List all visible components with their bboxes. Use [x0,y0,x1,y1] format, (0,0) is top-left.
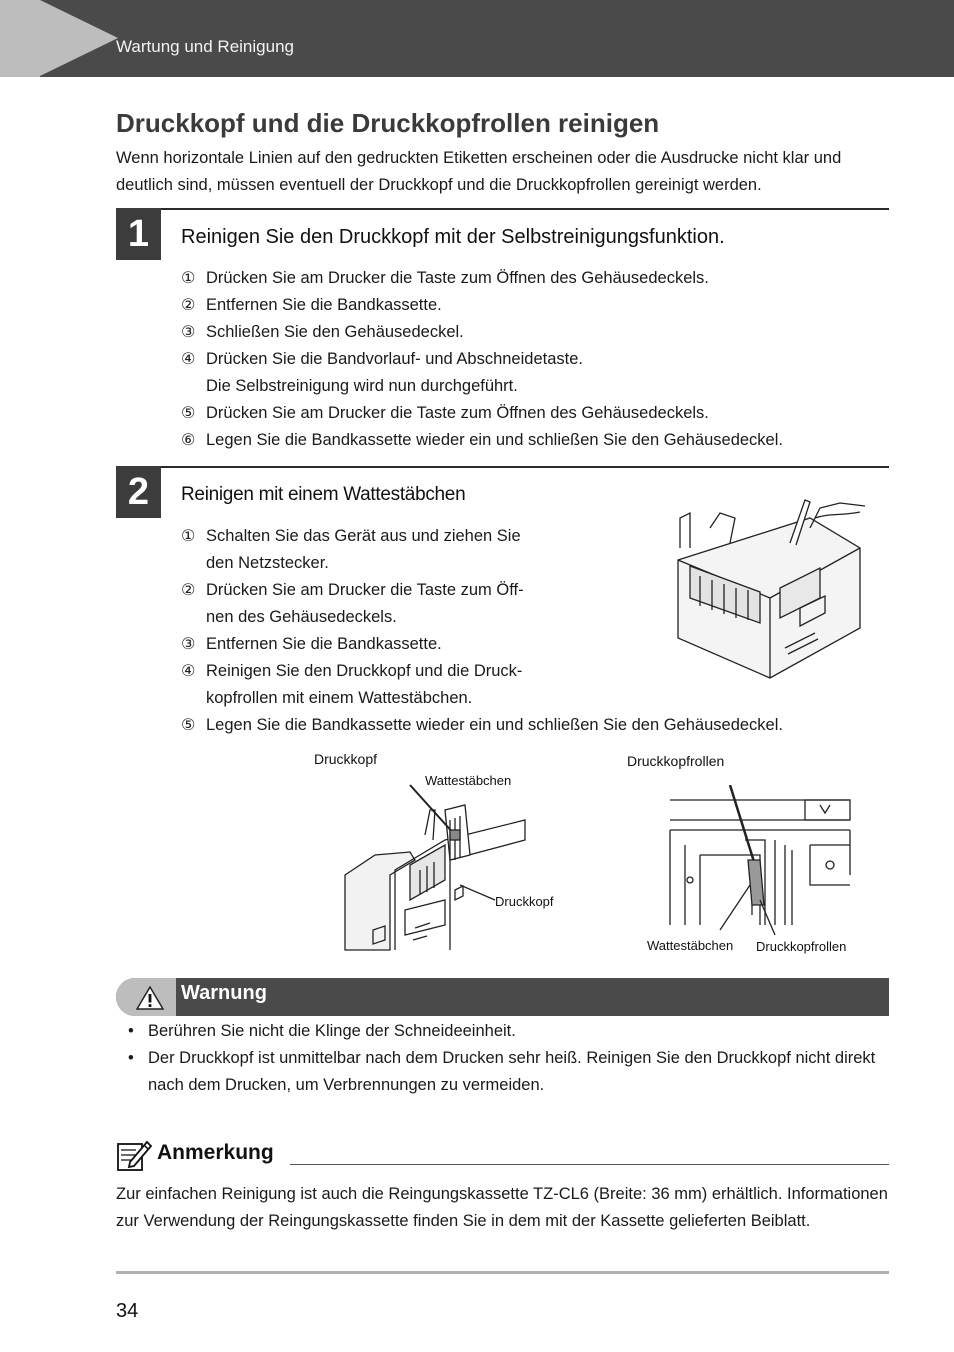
header-tab [0,0,40,77]
note-rule [290,1164,889,1165]
list-text: Legen Sie die Bandkassette wieder ein und schließen Sie den Gehäusedeckel. [206,431,783,449]
intro-text: Wenn horizontale Linien auf den gedruckten Etiketten erscheinen oder die Ausdrucke nicht klar und deutlich sind, müssen eventuell der Druckkopf und die Druckkopfrollen gereinigt werden. [116,149,842,194]
list-text: Drücken Sie die Bandvorlauf- und Abschneidetaste. [206,350,583,368]
list-item [181,265,881,292]
list-marker: ④ [181,663,196,680]
step-1-number: 1 [116,208,161,260]
list-marker: ③ [181,324,196,341]
list-item [181,319,881,346]
note-text: Zur einfachen Reinigung ist auch die Reingungskassette TZ-CL6 (Breite: 36 mm) erhältlich. Informationen zur Verwendung der Reingungskassette finden Sie in dem mit der Kassette gelieferten Beiblatt. [116,1185,888,1230]
printhead-detail-illustration [335,780,535,955]
step-2-rule [116,466,889,468]
list-item [181,400,881,427]
section-title: Wartung und Reinigung [116,37,294,56]
step-1-heading: Reinigen Sie den Druckkopf mit der Selbstreinigungsfunktion. [181,226,725,248]
list-item [181,427,881,454]
list-marker: ② [181,297,196,314]
header-tab-arrow [40,0,118,76]
note-pencil-icon [116,1138,152,1172]
step-1-rule [116,208,889,210]
page-number: 34 [116,1300,139,1322]
list-marker: ④ [181,351,196,368]
printer-illustration [660,488,870,684]
step-2-number: 2 [116,466,161,518]
figure-right-rollers-label: Druckkopfrollen [756,939,847,954]
warning-list [126,1018,896,1099]
list-text: den Netzstecker. [206,554,329,572]
list-text: Entfernen Sie die Bandkassette. [206,635,442,653]
list-item: • Berühren Sie nicht die Klinge der Schneideeinheit. [126,1018,896,1045]
list-text: kopfrollen mit einem Wattestäbchen. [206,689,473,707]
list-item [181,292,881,319]
list-marker: ② [181,582,196,599]
note-title: Anmerkung [157,1141,274,1164]
list-text: Drücken Sie am Drucker die Taste zum Öff- [206,581,524,599]
list-marker: ⑥ [181,432,196,449]
list-item [181,346,881,400]
figure-right-swab-label: Wattestäbchen [647,938,734,953]
list-text: Drücken Sie am Drucker die Taste zum Öffnen des Gehäusedeckels. [206,404,709,422]
list-text: Drücken Sie am Drucker die Taste zum Öffnen des Gehäusedeckels. [206,269,709,287]
bottom-rule [116,1271,889,1274]
list-item: • Der Druckkopf ist unmittelbar nach dem Drucken sehr heiß. Reinigen Sie den Druckkopf nicht direkt nach dem Drucken, um Verbrennungen zu vermeiden. [126,1045,896,1099]
list-text: Schließen Sie den Gehäusedeckel. [206,323,464,341]
list-marker: ① [181,528,196,545]
list-marker: ⑤ [181,717,196,734]
rollers-detail-illustration [660,785,860,955]
list-text: Reinigen Sie den Druckkopf und die Druck- [206,662,523,680]
list-marker: ③ [181,636,196,653]
figure-left-title: Druckkopf [314,751,378,767]
list-marker: ① [181,270,196,287]
list-subtext: Die Selbstreinigung wird nun durchgeführt. [206,377,518,395]
list-text: Entfernen Sie die Bandkassette. [206,296,442,314]
list-marker: ⑤ [181,405,196,422]
step-1-list [181,265,881,454]
warning-triangle-icon [136,986,164,1010]
figure-right-title: Druckkopfrollen [627,753,725,769]
figure-left-head-label: Druckkopf [495,894,554,909]
warning-title: Warnung [181,982,267,1004]
list-item [181,712,881,739]
list-text: nen des Gehäusedeckels. [206,608,397,626]
list-text: Legen Sie die Bandkassette wieder ein und schließen Sie den Gehäusedeckel. [206,716,783,734]
list-text: Schalten Sie das Gerät aus und ziehen Sie [206,527,521,545]
figure-left-swab-label: Wattestäbchen [425,773,512,788]
step-2-heading: Reinigen mit einem Wattestäbchen [181,484,466,505]
page-title: Druckkopf und die Druckkopfrollen reinigen [116,108,660,138]
